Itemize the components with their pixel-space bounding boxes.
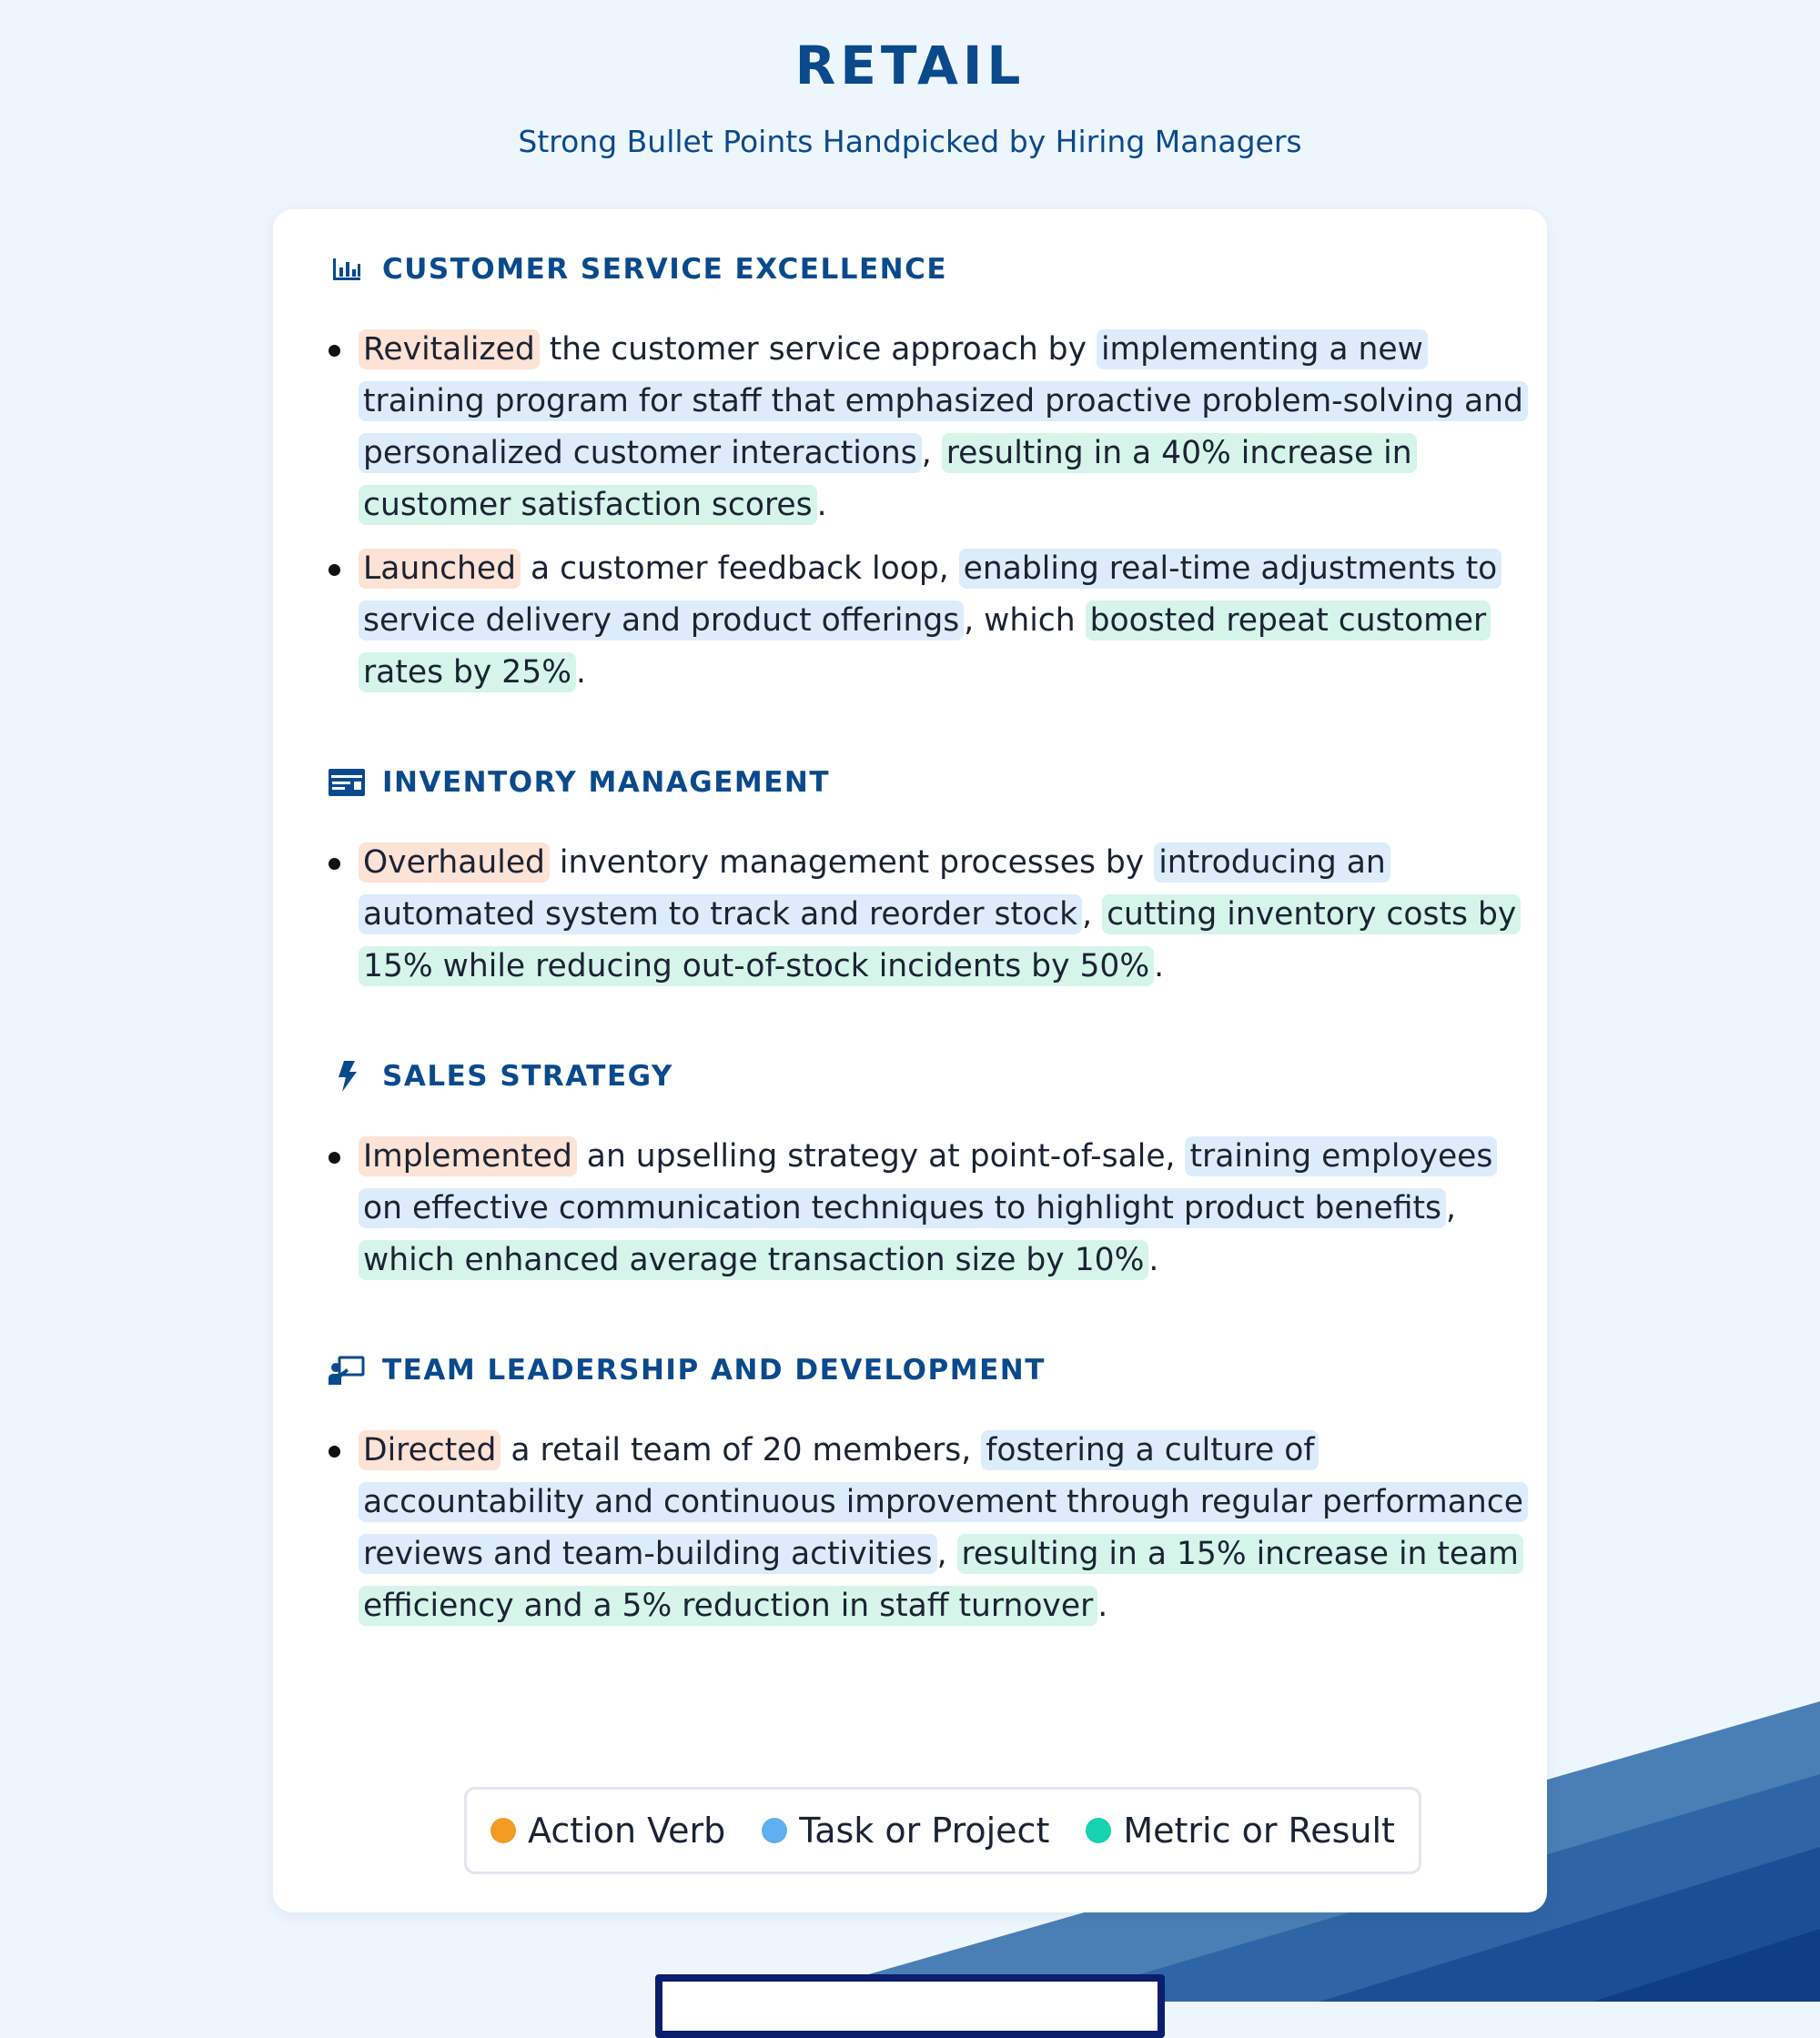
presenter-board-icon <box>328 1351 366 1389</box>
section-header <box>300 1343 1525 1397</box>
bullet-item <box>300 543 1525 699</box>
section-header <box>300 1049 1525 1104</box>
bullet-list <box>300 324 1525 699</box>
plain-text: . <box>575 654 586 691</box>
bottom-action-button[interactable] <box>655 1974 1165 2038</box>
legend-label: Action Verb <box>528 1811 726 1851</box>
page-subtitle: Strong Bullet Points Handpicked by Hiring Managers <box>518 124 1302 159</box>
plain-text: . <box>1097 1588 1108 1624</box>
section-header <box>300 242 1525 297</box>
plain-text: a retail team of 20 members, <box>500 1432 982 1468</box>
page-header <box>0 27 1820 162</box>
section-sales-strategy <box>300 1049 1525 1286</box>
task-text: fostering a culture of accountability and continuous improvement through regular performance reviews and team-building activities <box>359 1430 1528 1574</box>
bullet-item <box>300 1425 1525 1632</box>
plain-text: inventory management processes by <box>549 844 1155 881</box>
bullet-item <box>300 837 1525 993</box>
legend-item-metric <box>1086 1811 1395 1851</box>
section-title: INVENTORY MANAGEMENT <box>382 766 831 799</box>
bullet-list <box>300 1131 1525 1286</box>
plain-text: . <box>816 487 827 523</box>
bullet-list <box>300 837 1525 993</box>
metric-text: boosted repeat customer rates by 25% <box>359 600 1491 692</box>
action-verb: Directed <box>359 1430 500 1470</box>
inventory-card-icon <box>328 763 366 802</box>
task-text: implementing a new training program for staff that emphasized proactive problem-solving and personalized customer interactions <box>359 329 1528 473</box>
legend-item-action-verb <box>490 1811 725 1851</box>
metric-text: cutting inventory costs by 15% while reducing out-of-stock incidents by 50% <box>359 894 1521 986</box>
teal-dot-icon <box>1086 1818 1111 1843</box>
plain-text: . <box>1148 1242 1159 1278</box>
section-title: SALES STRATEGY <box>382 1060 673 1093</box>
plain-text: , <box>921 435 942 471</box>
blue-dot-icon <box>762 1818 787 1843</box>
legend-item-task <box>762 1811 1049 1851</box>
metric-text: resulting in a 15% increase in team efficiency and a 5% reduction in staff turnover <box>359 1534 1523 1626</box>
plain-text: , which <box>964 602 1086 639</box>
section-customer-service <box>300 242 1525 699</box>
section-team-leadership <box>300 1343 1525 1632</box>
section-header <box>300 755 1525 810</box>
section-inventory-management <box>300 755 1525 993</box>
plain-text: , <box>1082 896 1103 933</box>
page-title: RETAIL <box>794 35 1026 96</box>
section-title: CUSTOMER SERVICE EXCELLENCE <box>382 253 948 286</box>
action-verb: Implemented <box>359 1136 577 1176</box>
task-text: training employees on effective communication techniques to highlight product benefits <box>359 1136 1497 1228</box>
metric-text: resulting in a 40% increase in customer satisfaction scores <box>359 433 1417 525</box>
task-text: introducing an automated system to track and reorder stock <box>359 842 1390 934</box>
legend-label: Metric or Result <box>1123 1811 1395 1851</box>
bullet-list <box>300 1425 1525 1632</box>
action-verb: Overhauled <box>359 842 550 883</box>
bullet-item <box>300 1131 1525 1286</box>
plain-text: an upselling strategy at point-of-sale, <box>576 1138 1186 1175</box>
bar-chart-icon <box>328 250 366 288</box>
metric-text: which enhanced average transaction size by 10% <box>359 1240 1148 1280</box>
bullet-item <box>300 324 1525 531</box>
bullet-points-card <box>273 209 1547 1912</box>
plain-text: a customer feedback loop, <box>521 550 959 587</box>
lightning-bolt-icon <box>328 1057 366 1095</box>
action-verb: Launched <box>359 549 521 589</box>
plain-text: . <box>1154 948 1165 984</box>
color-legend <box>464 1787 1421 1874</box>
legend-label: Task or Project <box>799 1811 1050 1851</box>
plain-text: , <box>1445 1190 1456 1226</box>
orange-dot-icon <box>490 1818 516 1843</box>
plain-text: , <box>936 1536 957 1572</box>
action-verb: Revitalized <box>359 329 540 369</box>
plain-text: the customer service approach by <box>539 331 1097 368</box>
section-title: TEAM LEADERSHIP AND DEVELOPMENT <box>382 1354 1046 1387</box>
task-text: enabling real-time adjustments to service delivery and product offerings <box>359 549 1502 641</box>
